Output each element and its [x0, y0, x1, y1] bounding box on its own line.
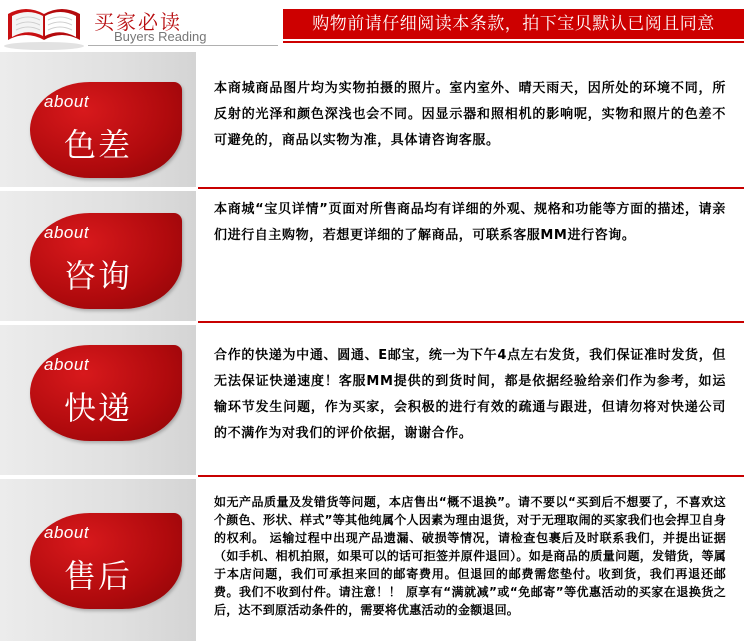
section-text: 合作的快递为中通、圆通、E邮宝，统一为下午4点左右发货，我们保证准时发货，但无法保证快递速度！客服MM提供的到货时间，都是依据经验给亲们作为参考，如运输环节发生问题，作为买家，会积极的进行有效的疏通与跟进，但请勿将对快递公司的不满作为对我们的评价依据，谢谢合作。: [214, 348, 726, 441]
ribbon-about-label: about: [44, 223, 90, 242]
section-after-sales: [0, 479, 744, 641]
ribbon-title: 咨询: [64, 257, 133, 295]
section-content: [198, 479, 744, 641]
ribbon-title: 色差: [64, 126, 133, 164]
brand-subtitle: Buyers Reading: [114, 29, 207, 44]
page-header: [0, 0, 744, 52]
notice-banner: 购物前请仔细阅读本条款，拍下宝贝默认已阅且同意: [283, 9, 744, 39]
section-content: [198, 52, 744, 187]
section-ribbon: [30, 213, 182, 309]
ribbon-title: 售后: [64, 557, 133, 595]
ribbon-about-label: about: [44, 355, 90, 374]
section-divider: [198, 321, 744, 323]
section-color-difference: [0, 52, 744, 187]
section-text: 本商城商品图片均为实物拍摄的照片。室内室外、晴天雨天，因所处的环境不同，所反射的光泽和颜色深浅也会不同。因显示器和照相机的影响呢，实物和照片的色差不可避免的，商品以实物为准，具体请咨询客服。: [214, 81, 726, 148]
section-delivery: [0, 325, 744, 475]
ribbon-about-label: about: [44, 523, 90, 542]
ribbon-about-label: about: [44, 92, 90, 111]
section-divider: [198, 475, 744, 477]
ribbon-title: 快递: [64, 389, 133, 427]
open-book-icon: [0, 0, 90, 52]
section-ribbon: [30, 345, 182, 441]
section-divider: [198, 187, 744, 189]
section-content: [198, 191, 744, 321]
section-ribbon: [30, 82, 182, 178]
section-text: 本商城“宝贝详情”页面对所售商品均有详细的外观、规格和功能等方面的描述，请亲们进行自主购物，若想更详细的了解商品，可联系客服MM进行咨询。: [214, 202, 726, 243]
section-ribbon: [30, 513, 182, 609]
section-content: [198, 325, 744, 475]
brand-title: 买家必读: [94, 10, 182, 34]
section-text: 如无产品质量及发错货等问题，本店售出“概不退换”。请不要以“买到后不想要了，不喜欢这个颜色、形状、样式”等其他纯属个人因素为理由退货，对于无理取闹的买家我们也会捍卫自身的权利。 运输过程中出现产品遗漏、破损等情况，请检查包裹后及时联系我们，并提出证据（如手机、相机拍照，如果可以的话可拒签并原件退回）。如是商品的质量问题，发错货，等属于本店问题，我们可承担来回的邮寄费用。但退回的邮费需您垫付。收到货，我们再退还邮费。我们不收到付件。请注意！！ 原享有“满就减”或“免邮寄”等优惠活动的买家在退换货之后，达不到原活动条件的，需要将优惠活动的金额退回。: [214, 495, 726, 617]
notice-underline: [283, 41, 744, 43]
section-consulting: [0, 191, 744, 321]
brand-underline: [88, 45, 278, 46]
